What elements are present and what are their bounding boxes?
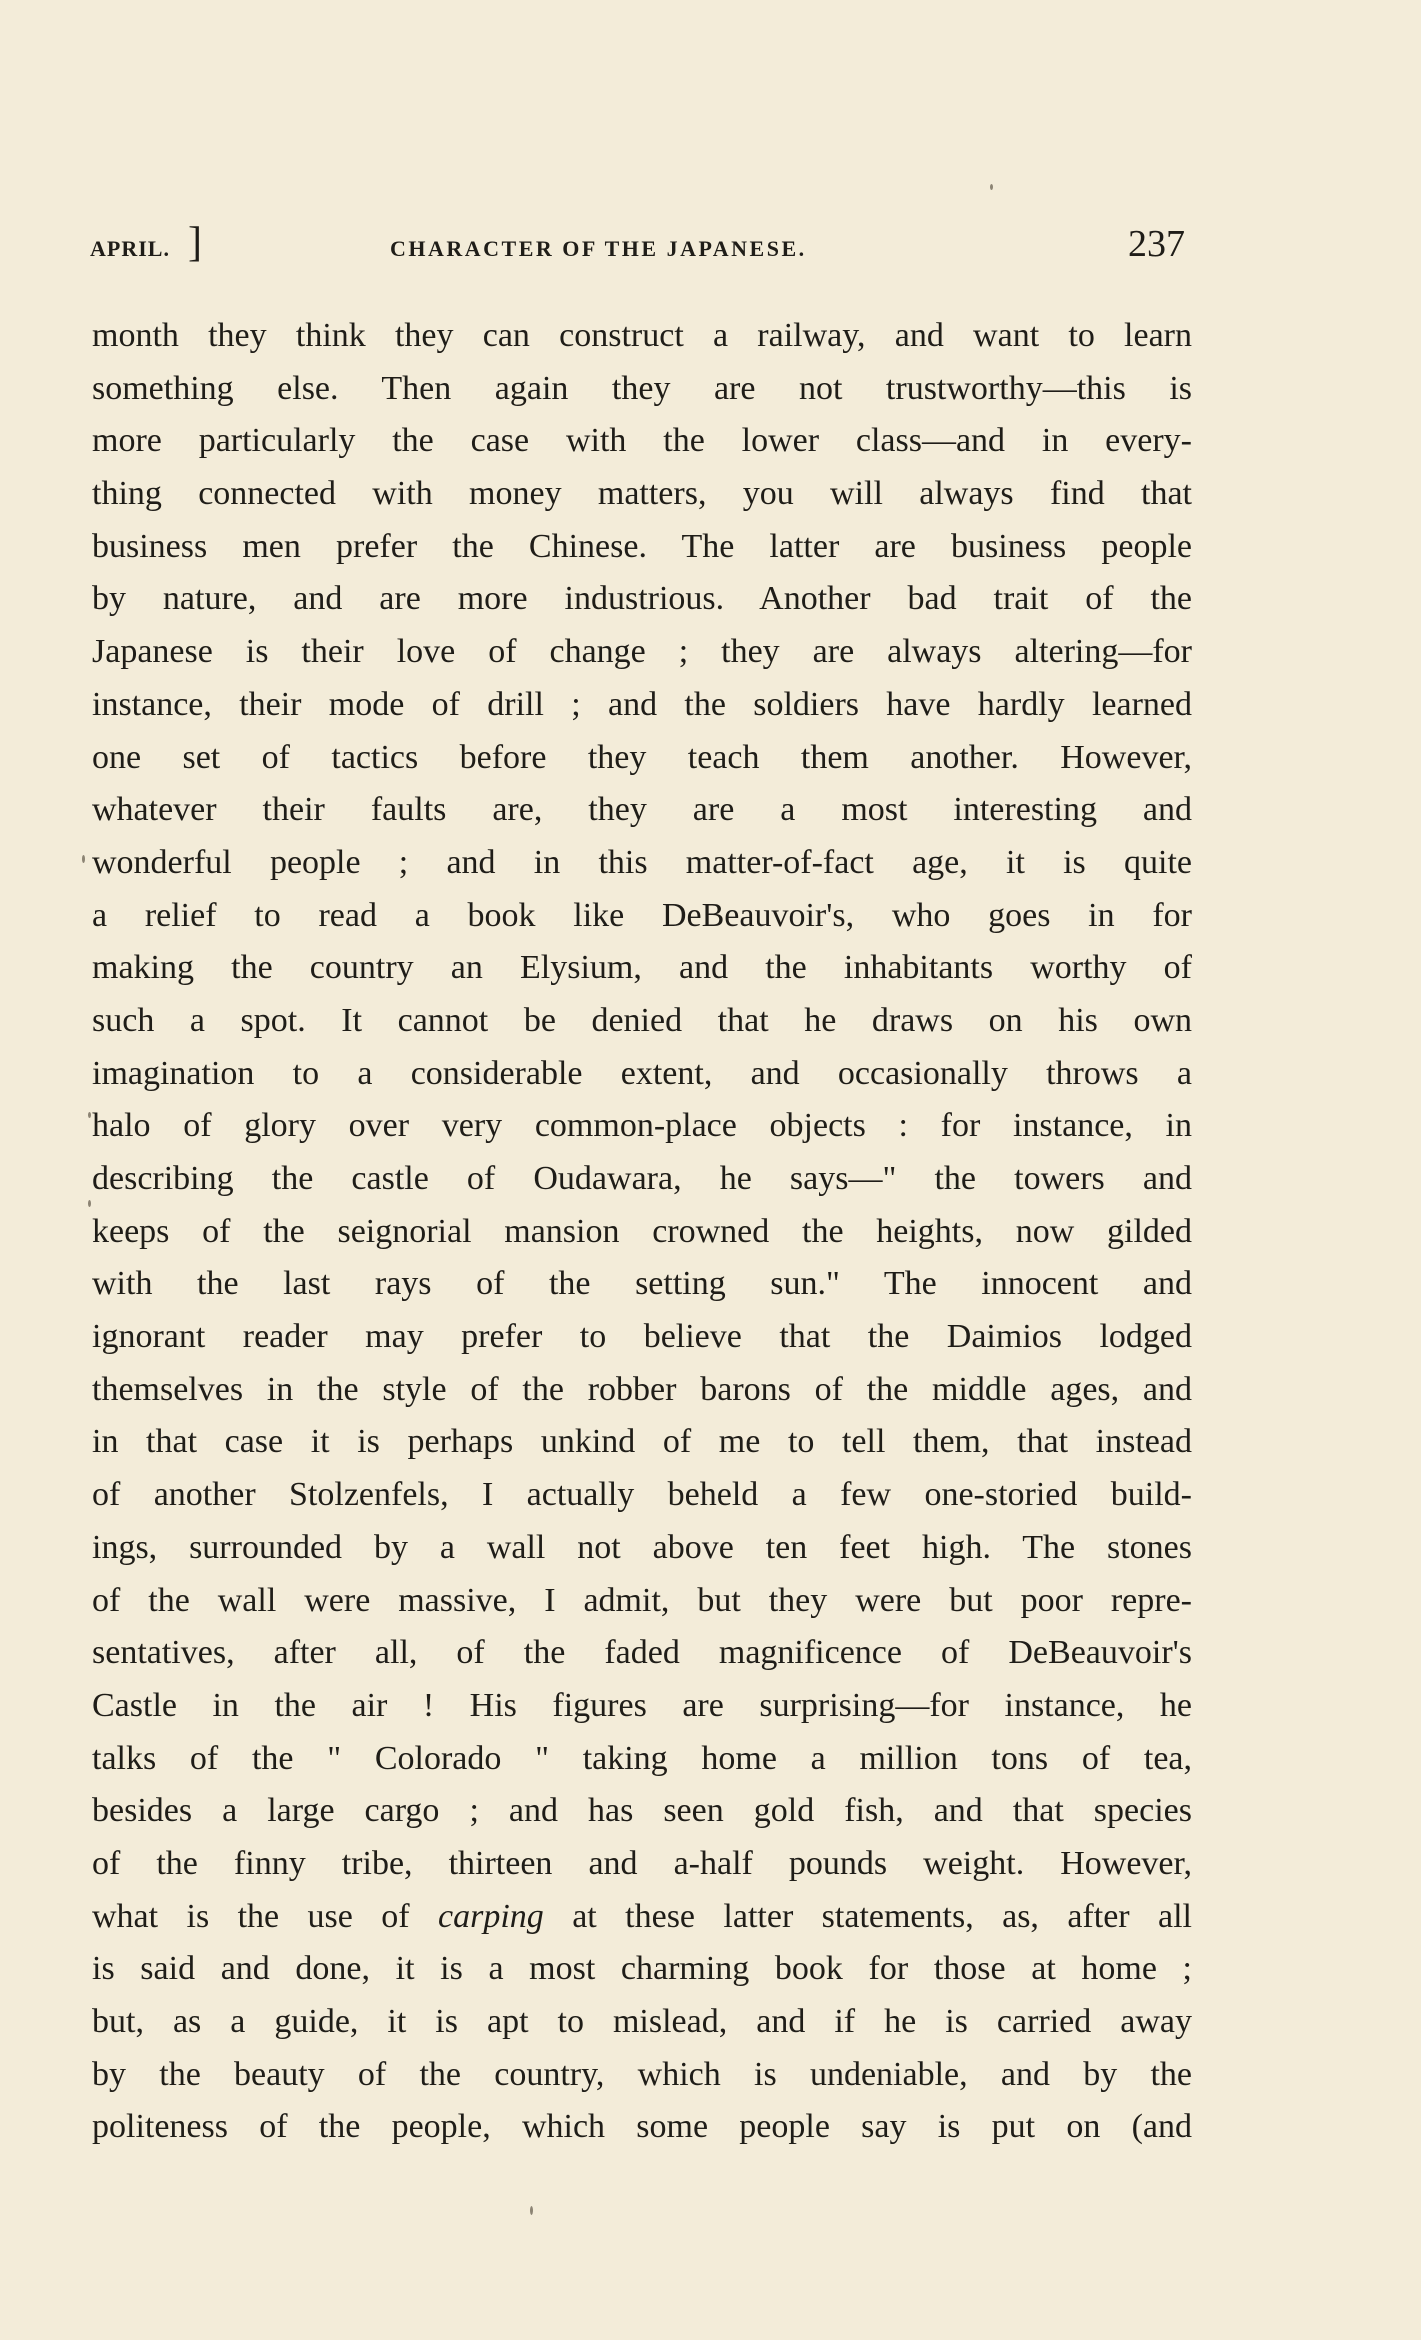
text-line: by nature, and are more industrious. Another bad trait of the bbox=[92, 580, 1192, 618]
paper-speck bbox=[990, 184, 993, 190]
text-line: instance, their mode of drill ; and the soldiers have hardly learned bbox=[92, 685, 1192, 723]
text-line: of the finny tribe, thirteen and a-half pounds weight. However, bbox=[92, 1844, 1192, 1882]
text-line: a relief to read a book like DeBeauvoir's, who goes in for bbox=[92, 896, 1192, 934]
text-line: month they think they can construct a railway, and want to learn bbox=[92, 317, 1192, 354]
page-number: 237 bbox=[1128, 223, 1185, 265]
text-line: talks of the " Colorado " taking home a million tons of tea, bbox=[92, 1739, 1192, 1777]
text-line: of the wall were massive, I admit, but they were but poor repre- bbox=[92, 1581, 1192, 1619]
running-head bbox=[90, 222, 1185, 272]
text-line: themselves in the style of the robber barons of the middle ages, and bbox=[92, 1370, 1192, 1408]
text-line: of another Stolzenfels, I actually beheld a few one-storied build- bbox=[92, 1476, 1192, 1514]
text-line: Castle in the air ! His figures are surprising—for instance, he bbox=[92, 1686, 1192, 1724]
running-head-bracket: ] bbox=[188, 220, 202, 266]
text-line: such a spot. It cannot be denied that he draws on his own bbox=[92, 1001, 1192, 1039]
text-line: besides a large cargo ; and has seen gold fish, and that species bbox=[92, 1792, 1192, 1830]
text-line: ings, surrounded by a wall not above ten feet high. The stones bbox=[92, 1528, 1192, 1566]
paper-speck bbox=[530, 2206, 533, 2215]
text-line: in that case it is perhaps unkind of me to tell them, that instead bbox=[92, 1423, 1192, 1461]
text-line: halo of glory over very common-place objects : for instance, in bbox=[92, 1107, 1192, 1145]
text-fragment: at these latter statements, as, after all bbox=[543, 1897, 1193, 1935]
text-line: by the beauty of the country, which is undeniable, and by the bbox=[92, 2055, 1192, 2093]
running-head-month: APRIL. bbox=[90, 236, 170, 261]
text-line: is said and done, it is a most charming book for those at home ; bbox=[92, 1950, 1192, 1988]
body-text bbox=[92, 310, 1192, 2154]
text-line: with the last rays of the setting sun." The innocent and bbox=[92, 1265, 1192, 1303]
text-line: describing the castle of Oudawara, he says—" the towers and bbox=[92, 1160, 1192, 1197]
text-line: making the country an Elysium, and the inhabitants worthy of bbox=[92, 949, 1192, 987]
text-line: something else. Then again they are not trustworthy—this is bbox=[92, 369, 1192, 407]
text-line: whatever their faults are, they are a most interesting and bbox=[92, 791, 1192, 829]
paper-speck bbox=[82, 855, 85, 863]
running-head-title: CHARACTER OF THE JAPANESE. bbox=[390, 236, 807, 261]
text-line: imagination to a considerable extent, and occasionally throws a bbox=[92, 1054, 1192, 1092]
text-line-with-italic bbox=[92, 1891, 1192, 1944]
text-line: one set of tactics before they teach them another. However, bbox=[92, 738, 1192, 776]
text-line: more particularly the case with the lower class—and in every- bbox=[92, 422, 1192, 460]
text-line: wonderful people ; and in this matter-of-fact age, it is quite bbox=[92, 843, 1192, 881]
italic-word: carping bbox=[438, 1897, 544, 1935]
text-line: keeps of the seignorial mansion crowned the heights, now gilded bbox=[92, 1212, 1192, 1250]
text-line: sentatives, after all, of the faded magnificence of DeBeauvoir's bbox=[92, 1634, 1192, 1672]
text-line: but, as a guide, it is apt to mislead, and if he is carried away bbox=[92, 2003, 1192, 2040]
paper-speck bbox=[88, 1200, 91, 1207]
paper-speck bbox=[88, 1112, 91, 1118]
text-line: Japanese is their love of change ; they are always altering—for bbox=[92, 633, 1192, 671]
text-line: business men prefer the Chinese. The latter are business people bbox=[92, 527, 1192, 565]
text-line: politeness of the people, which some people say is put on (and bbox=[92, 2108, 1192, 2146]
text-line: thing connected with money matters, you will always find that bbox=[92, 475, 1192, 513]
text-fragment: what is the use of bbox=[92, 1897, 439, 1935]
text-line: ignorant reader may prefer to believe that the Daimios lodged bbox=[92, 1318, 1192, 1356]
